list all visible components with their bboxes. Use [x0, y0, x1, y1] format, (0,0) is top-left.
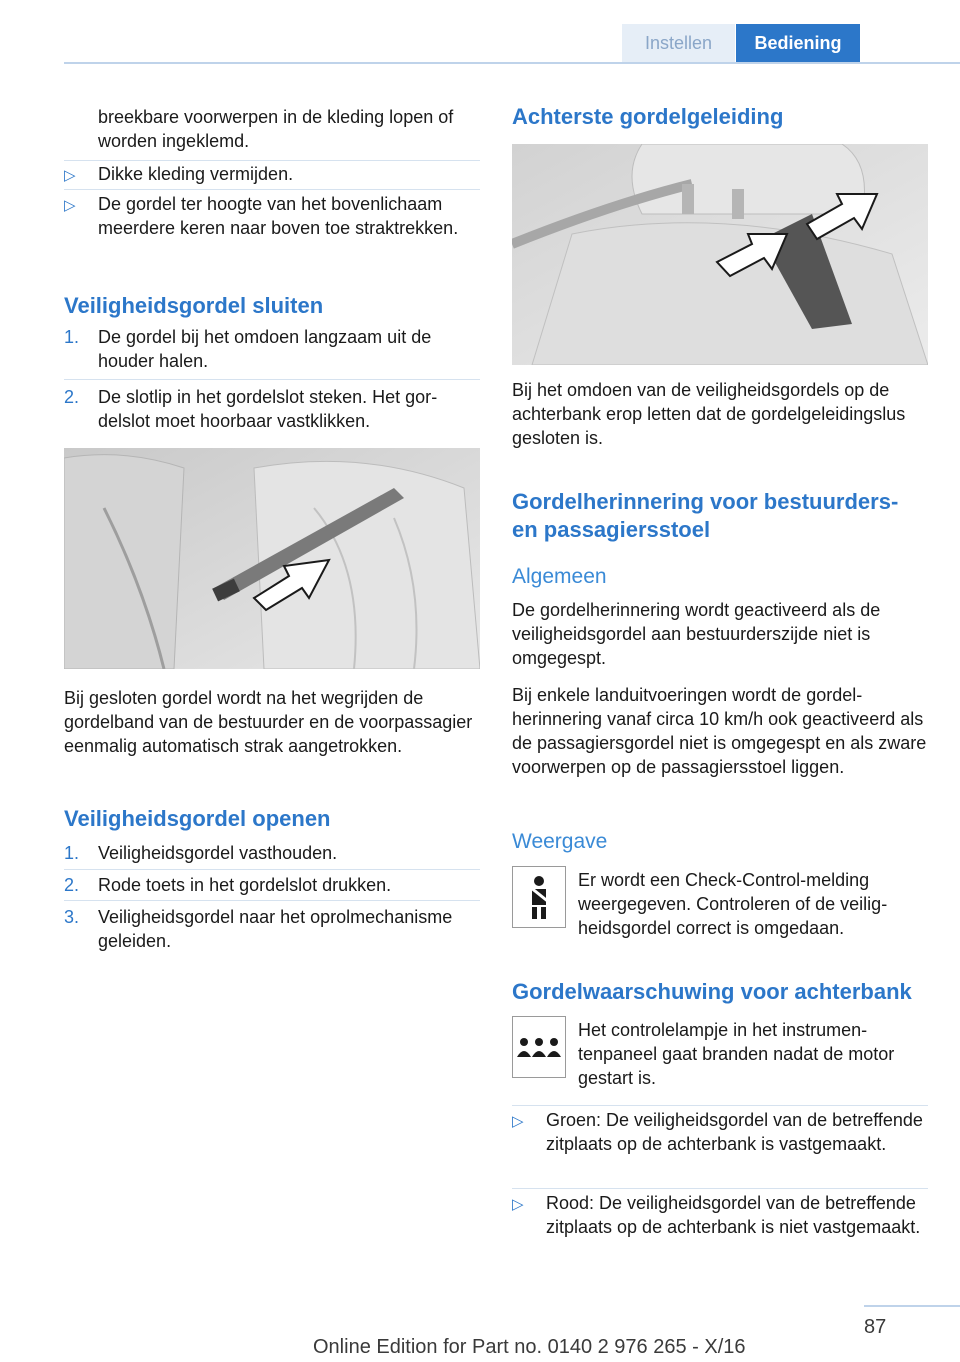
rear-seat-occupants-icon [512, 1016, 566, 1078]
step-text: De slotlip in het gordelslot steken. Het gordelslot moet hoorbaar vastklikken. [98, 387, 438, 431]
footer-rule [864, 1305, 960, 1307]
separator [64, 900, 480, 901]
step-number: 1. [64, 843, 80, 863]
triangle-right-icon: ▷ [64, 167, 76, 184]
step-text: Veiligheidsgordel naar het oprolmechanisme geleiden. [98, 907, 453, 951]
separator [64, 189, 480, 190]
subsection-heading: Algemeen [512, 565, 607, 588]
step-text: De gordel bij het omdoen langzaam uit de houder halen. [98, 327, 432, 371]
step-number: 2. [64, 875, 80, 895]
section-heading: Veiligheidsgordel sluiten [64, 293, 324, 318]
caption: Bij gesloten gordel wordt na het wegrijden de gordelband van de bestuurder en de voorpassagier eenmalig automatisch strak aangetrokken. [64, 688, 473, 756]
separator [64, 160, 480, 161]
separator [64, 379, 480, 380]
step-text: Rode toets in het gordelslot drukken. [98, 875, 392, 895]
list-item: Dikke kleding vermijden. [98, 164, 294, 184]
intro-text: breekbare voorwerpen in de kleding lopen of worden ingeklemd. [98, 107, 454, 151]
separator [64, 869, 480, 870]
triangle-right-icon: ▷ [512, 1196, 524, 1213]
list-item: Rood: De veiligheidsgordel van de betreffende zitplaats op de achterbank is niet vastgemaakt. [546, 1193, 921, 1237]
edition-footer: Online Edition for Part no. 0140 2 976 265 - X/16 [313, 1336, 746, 1358]
separator [512, 1188, 928, 1189]
list-item: Groen: De veiligheidsgordel van de betreffende zitplaats op de achterbank is vastgemaakt. [546, 1110, 923, 1154]
page-number: 87 [864, 1316, 887, 1338]
step-number: 1. [64, 327, 80, 347]
caption: Bij het omdoen van de veiligheidsgordels op de achterbank erop letten dat de gordelgeleidingslus gesloten is. [512, 380, 906, 448]
step-number: 2. [64, 387, 80, 407]
header-rule [64, 62, 960, 64]
paragraph: Bij enkele landuitvoeringen wordt de gordelherinnering vanaf circa 10 km/h ook geactiveerd als de passagiersgordel niet is omgegespt en als zware voorwerpen op de passagiersstoel liggen. [512, 685, 927, 777]
triangle-right-icon: ▷ [512, 1113, 524, 1130]
section-heading: Gordelherinnering voor bestuurders- en passagiersstoel [512, 489, 899, 542]
front-seatbelt-photo [64, 448, 480, 669]
paragraph: De gordelherinnering wordt geactiveerd als de veiligheidsgordel aan bestuurderszijde niet is omgegespt. [512, 600, 881, 668]
paragraph: Het controlelampje in het instrumentenpaneel gaat branden nadat de motor gestart is. [578, 1020, 895, 1088]
section-heading: Veiligheidsgordel openen [64, 806, 331, 831]
subsection-heading: Weergave [512, 830, 608, 853]
tab-bediening[interactable]: Bediening [736, 24, 860, 62]
paragraph: Er wordt een Check-Control-melding weergegeven. Controleren of de veiligheidsgordel correct is omgedaan. [578, 870, 888, 938]
triangle-right-icon: ▷ [64, 197, 76, 214]
separator [512, 1105, 928, 1106]
step-text: Veiligheidsgordel vasthouden. [98, 843, 338, 863]
list-item: De gordel ter hoogte van het bovenlichaam meerdere keren naar boven toe straktrekken. [98, 194, 459, 238]
tab-instellen[interactable]: Instellen [622, 24, 735, 62]
section-heading: Achterste gordelgeleiding [512, 104, 784, 129]
step-number: 3. [64, 907, 80, 927]
seatbelt-warning-icon [512, 866, 566, 928]
rear-belt-guide-photo [512, 144, 928, 365]
section-heading: Gordelwaarschuwing voor achterbank [512, 979, 912, 1004]
